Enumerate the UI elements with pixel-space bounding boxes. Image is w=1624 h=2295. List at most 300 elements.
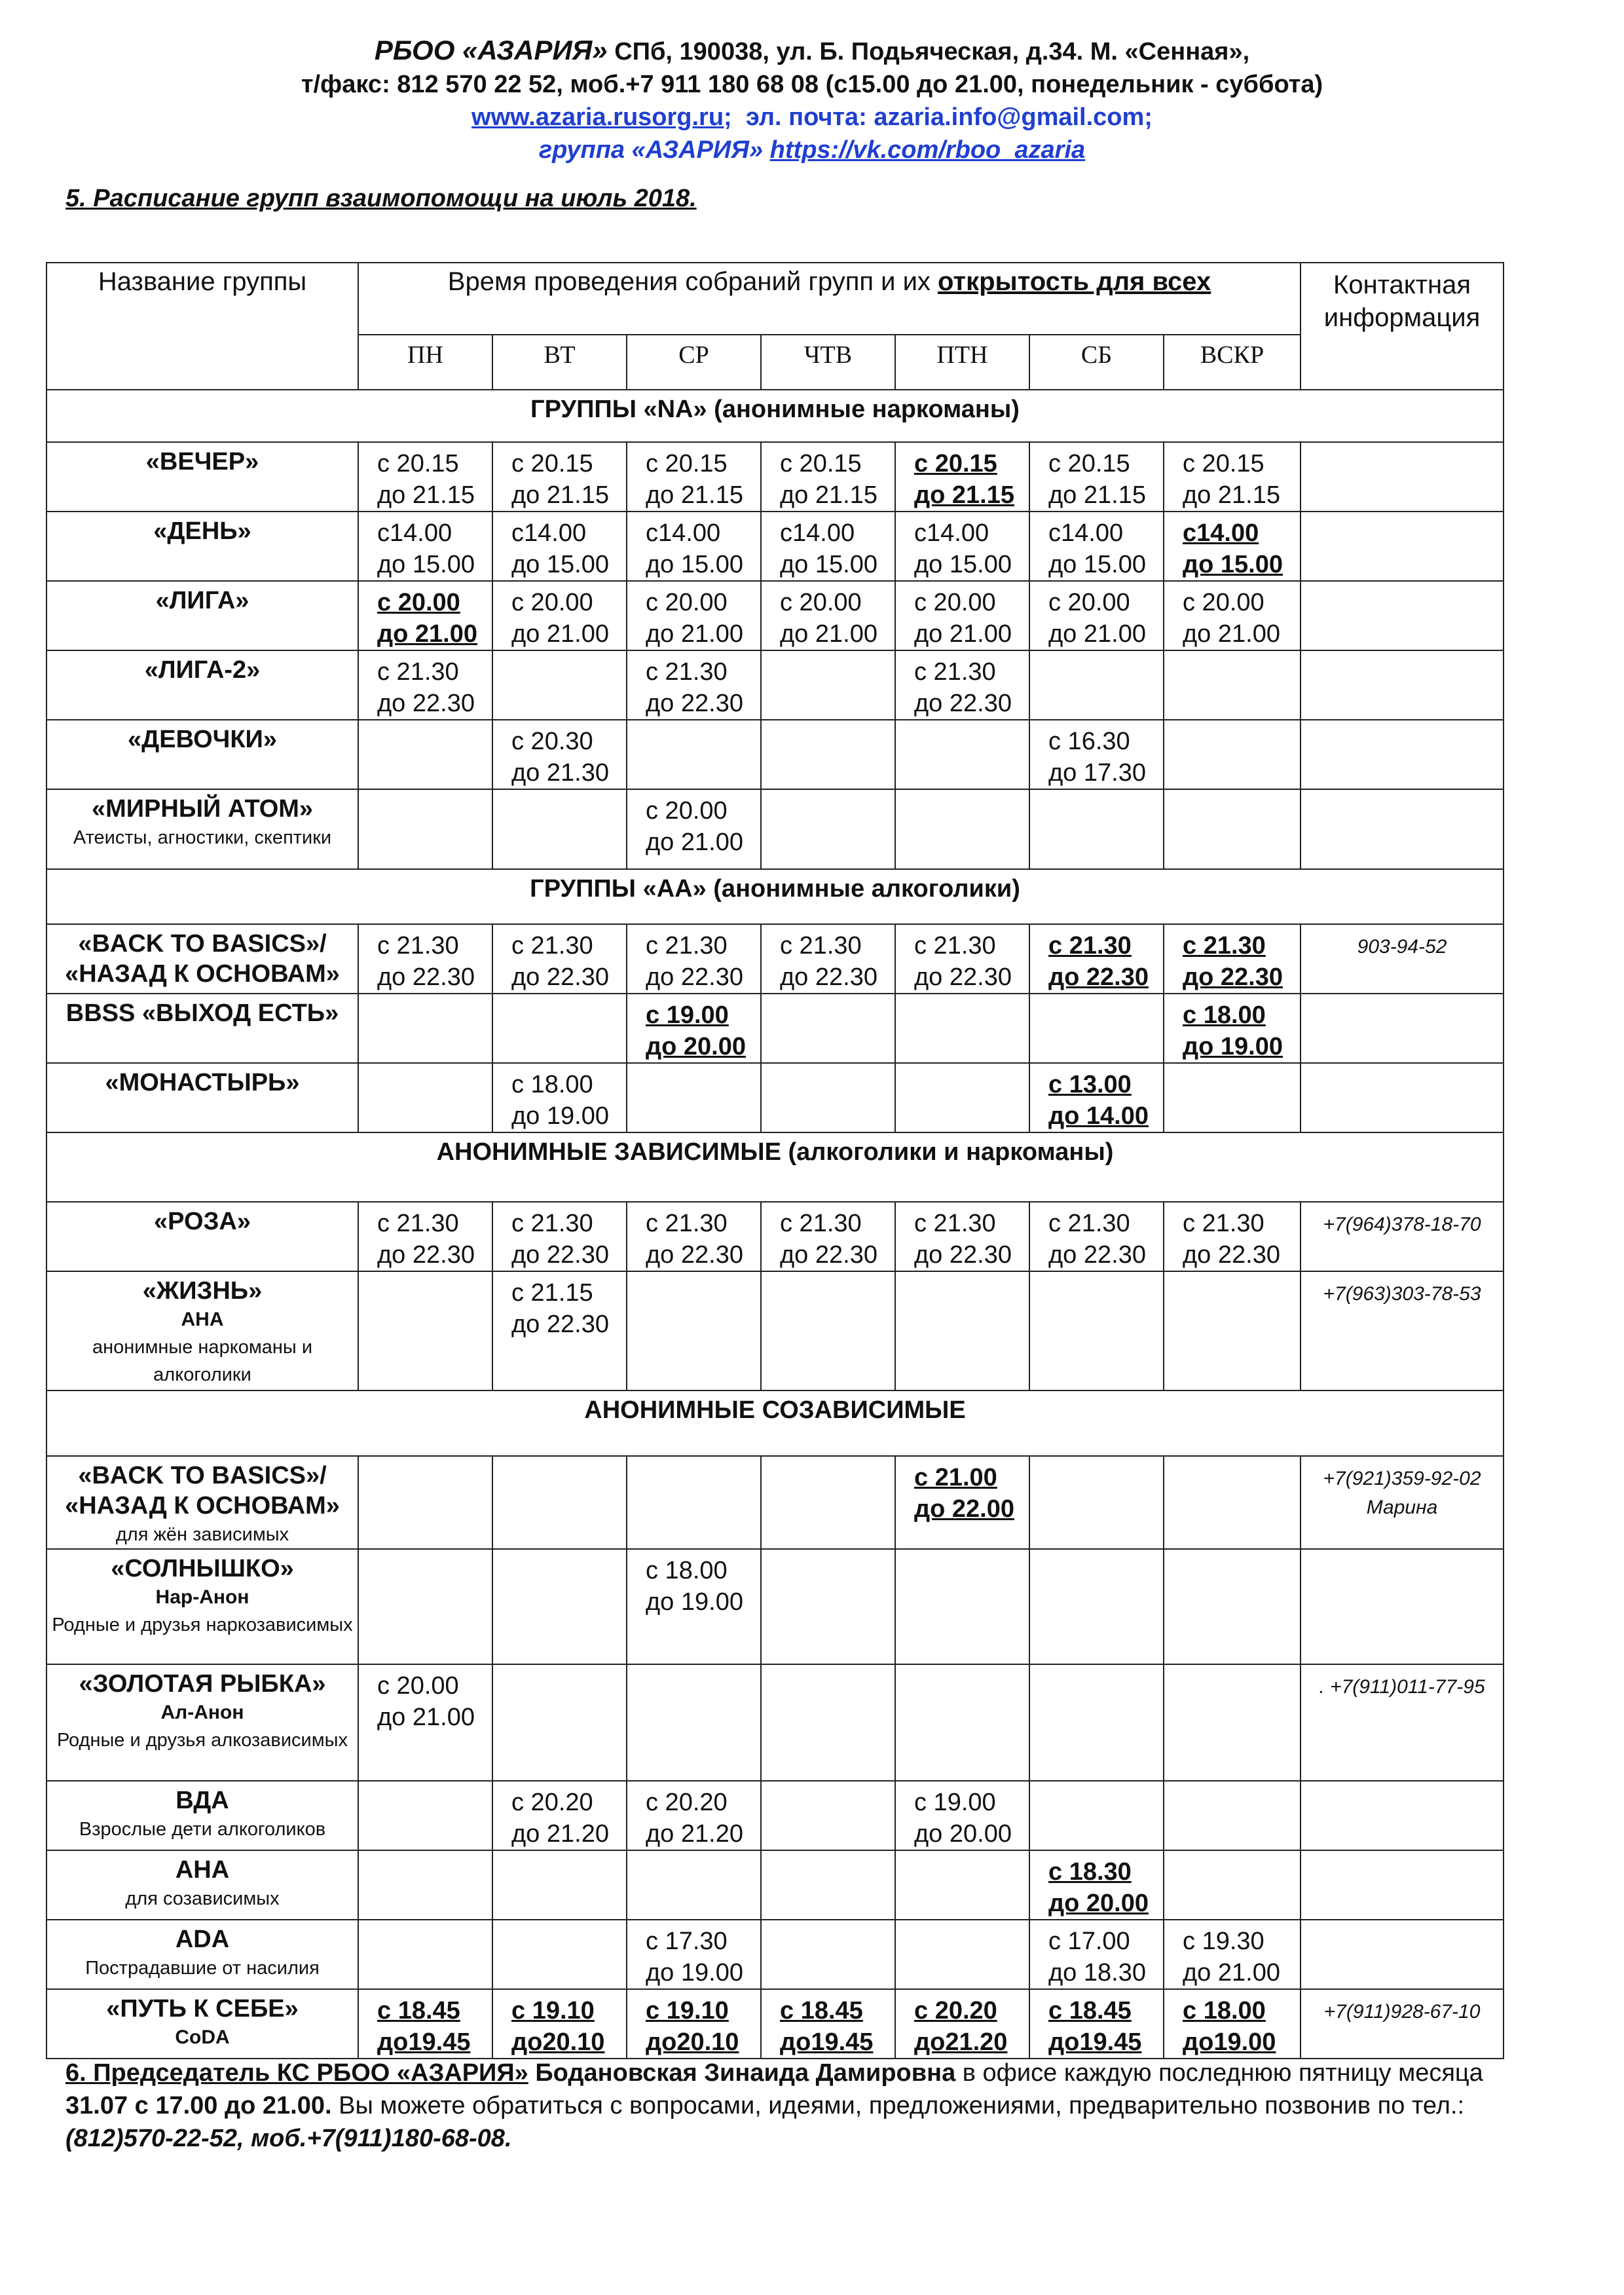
footer-lead: 6. Председатель КС РБОО «АЗАРИЯ» <box>65 2059 528 2087</box>
time-cell <box>358 1271 492 1390</box>
time-to-text: до 22.30 <box>1048 963 1149 991</box>
time-to: до 15.00 <box>377 551 475 578</box>
time-to <box>1183 961 1300 993</box>
time-from: с 21.30 <box>511 1210 593 1237</box>
time-from <box>1048 930 1163 961</box>
time-cell <box>895 1271 1029 1390</box>
time-to-text: до 15.00 <box>1183 551 1283 578</box>
time-cell <box>492 1456 627 1549</box>
time-from: с 21.30 <box>914 1210 996 1237</box>
group-name: «ПУТЬ К СЕБЕ» <box>106 1995 299 2023</box>
time-from: с14.00 <box>377 519 452 547</box>
group-name: «МОНАСТЫРЬ» <box>105 1069 300 1096</box>
time-to: до 19.00 <box>511 1102 609 1130</box>
group-name-cell <box>46 1664 358 1781</box>
time-from-text: с 13.00 <box>1048 1071 1132 1098</box>
time-to: до 21.00 <box>1048 620 1146 648</box>
time-to: до 22.30 <box>780 1241 877 1269</box>
time-from <box>377 1995 492 2026</box>
time-from: с 21.30 <box>646 932 728 960</box>
time-cell <box>492 1549 627 1664</box>
time-cell <box>492 1781 627 1850</box>
section-row <box>46 1390 1504 1456</box>
time-cell <box>358 1850 492 1920</box>
time-cell <box>627 581 761 650</box>
time-cell <box>895 924 1029 994</box>
group-program: АНА <box>181 1309 224 1330</box>
table-row <box>46 1456 1504 1549</box>
group-name-cell <box>46 1202 358 1271</box>
time-from: с 21.30 <box>511 932 593 960</box>
org-line <box>0 34 1624 68</box>
header-time <box>358 263 1301 335</box>
time-cell <box>1029 581 1164 650</box>
time-from-text: с 18.30 <box>1048 1858 1132 1886</box>
time-to: до 21.00 <box>1183 620 1280 648</box>
time-to: до 22.30 <box>1048 1241 1146 1269</box>
contact-cell <box>1301 442 1504 512</box>
time-from: с14.00 <box>511 519 587 547</box>
time-to: до 15.00 <box>780 551 877 578</box>
time-from: с 20.00 <box>646 589 728 616</box>
time-to <box>1048 961 1163 993</box>
time-cell <box>627 1063 761 1132</box>
time-from <box>780 1995 895 2026</box>
group-name-cell <box>46 512 358 581</box>
time-to: до 19.00 <box>646 1588 743 1616</box>
site-link[interactable]: www.azaria.rusorg.ru; <box>471 103 732 131</box>
time-from <box>377 587 492 618</box>
time-to <box>1183 1031 1300 1062</box>
time-to: до 21.00 <box>780 620 877 648</box>
org-phones: т/факс: 812 570 22 52, моб.+7 911 180 68 08 (с15.00 до 21.00, понедельник - суббота) <box>301 71 1323 98</box>
time-to: до 19.00 <box>646 1959 743 1987</box>
day-header: СБ <box>1029 335 1164 390</box>
time-cell <box>358 994 492 1063</box>
time-from: с 20.15 <box>511 450 593 477</box>
time-to: до 21.15 <box>1048 481 1146 509</box>
time-to-text: до 19.00 <box>1183 1033 1283 1060</box>
time-cell <box>492 1989 627 2059</box>
time-cell <box>492 1271 627 1390</box>
header-contact <box>1301 263 1504 390</box>
time-to: до 21.20 <box>646 1820 743 1848</box>
group-name-cell <box>46 1920 358 1989</box>
time-cell <box>492 581 627 650</box>
time-to <box>914 2026 1029 2058</box>
time-cell <box>1029 442 1164 512</box>
time-from-text: с 20.00 <box>377 589 460 616</box>
time-cell <box>1029 1920 1164 1989</box>
day-header: СР <box>627 335 761 390</box>
time-to: до 22.30 <box>511 1241 609 1269</box>
time-cell <box>358 1781 492 1850</box>
time-to <box>646 1031 760 1062</box>
time-cell <box>627 1781 761 1850</box>
time-to: до 22.30 <box>511 1311 609 1338</box>
time-cell <box>761 1920 895 1989</box>
group-name-cell <box>46 581 358 650</box>
time-to-text: до19.00 <box>1183 2028 1276 2056</box>
time-cell <box>1164 924 1301 994</box>
time-cell <box>358 720 492 789</box>
group-name: «СОЛНЫШКО» <box>111 1555 294 1582</box>
email-text[interactable]: эл. почта: azaria.info@gmail.com; <box>745 103 1153 131</box>
time-cell <box>895 442 1029 512</box>
org-address: СПб, 190038, ул. Б. Подьяческая, д.34. М. «Сенная», <box>607 38 1250 65</box>
time-to: до 15.00 <box>914 551 1012 578</box>
footer-paragraph <box>65 2057 1532 2155</box>
time-from: с 20.30 <box>511 728 593 755</box>
group-name: ADA <box>175 1926 230 1953</box>
group-description: для жён зависимых <box>115 1524 289 1545</box>
time-from-text: с14.00 <box>1183 519 1259 547</box>
time-cell <box>1164 789 1301 869</box>
table-row <box>46 581 1504 650</box>
letterhead <box>0 34 1624 166</box>
time-cell <box>627 1920 761 1989</box>
time-to-text: до19.45 <box>780 2028 874 2056</box>
time-cell <box>1164 442 1301 512</box>
time-cell <box>1029 512 1164 581</box>
group-name: «ДЕВОЧКИ» <box>128 726 277 753</box>
table-row <box>46 512 1504 581</box>
time-cell <box>627 924 761 994</box>
time-to <box>1048 1888 1163 1919</box>
table-row <box>46 1920 1504 1989</box>
header-contact-line1: Контактная <box>1333 271 1471 299</box>
time-cell <box>492 442 627 512</box>
time-to: до 15.00 <box>1048 551 1146 578</box>
group-program: Ал-Анон <box>160 1702 244 1723</box>
time-to: до 21.15 <box>511 481 609 509</box>
table-row <box>46 720 1504 789</box>
time-cell <box>895 1456 1029 1549</box>
contact-cell <box>1301 720 1504 789</box>
time-to: до 22.30 <box>914 1241 1012 1269</box>
time-from: с14.00 <box>780 519 855 547</box>
contact-cell <box>1301 512 1504 581</box>
time-cell <box>1029 1202 1164 1271</box>
group-name-cell <box>46 1781 358 1850</box>
group-name-cell <box>46 442 358 512</box>
group-name-cell <box>46 1989 358 2059</box>
time-cell <box>358 1989 492 2059</box>
time-cell <box>761 720 895 789</box>
group-description: Пострадавшие от насилия <box>85 1958 320 1979</box>
time-to-text: до 20.00 <box>646 1033 746 1060</box>
time-to <box>1048 2026 1163 2058</box>
time-cell <box>492 994 627 1063</box>
time-to: до 22.30 <box>914 963 1012 991</box>
time-from-text: с 19.10 <box>511 1997 595 2024</box>
contact-cell <box>1301 1549 1504 1664</box>
table-row <box>46 1850 1504 1920</box>
time-cell <box>358 1456 492 1549</box>
section-row <box>46 869 1504 924</box>
contact-cell: . +7(911)011-77-95 <box>1301 1664 1504 1781</box>
time-from-text: с 18.45 <box>780 1997 863 2024</box>
header-group-name: Название группы <box>46 263 358 390</box>
time-cell <box>1029 650 1164 720</box>
group-name-cell <box>46 789 358 869</box>
time-cell <box>895 789 1029 869</box>
time-from: с 20.00 <box>646 797 728 825</box>
time-cell <box>492 1920 627 1989</box>
footer-text-2: Вы можете обратиться с вопросами, идеями, предложениями, предварительно позвонив по тел.: <box>331 2092 1465 2119</box>
group-name: BBSS «ВЫХОД ЕСТЬ» <box>65 999 339 1027</box>
table-row <box>46 1549 1504 1664</box>
time-cell <box>1164 1456 1301 1549</box>
time-cell <box>627 1850 761 1920</box>
time-cell <box>895 1664 1029 1781</box>
time-from: с 16.30 <box>1048 728 1130 755</box>
time-cell <box>1164 720 1301 789</box>
section-row <box>46 1132 1504 1202</box>
time-cell <box>1029 1271 1164 1390</box>
group-name-cell <box>46 1063 358 1132</box>
time-to: до 21.20 <box>511 1820 609 1848</box>
time-to <box>377 618 492 650</box>
time-cell <box>761 789 895 869</box>
time-to-text: до21.20 <box>914 2028 1008 2056</box>
time-from <box>1048 1069 1163 1100</box>
time-from: с 21.30 <box>377 932 459 960</box>
group-description: для созависимых <box>125 1888 280 1909</box>
time-to-text: до 22.00 <box>914 1495 1014 1523</box>
time-to: до 21.00 <box>646 620 743 648</box>
time-cell <box>492 720 627 789</box>
time-cell <box>1164 650 1301 720</box>
contact-cell: +7(921)359-92-02 Марина <box>1301 1456 1504 1549</box>
day-header: ПН <box>358 335 492 390</box>
time-cell <box>1029 1063 1164 1132</box>
time-to-text: до 21.00 <box>377 620 477 648</box>
time-from-text: с 21.00 <box>914 1464 997 1491</box>
time-cell <box>627 720 761 789</box>
time-cell <box>358 1063 492 1132</box>
day-header: ВСКР <box>1164 335 1301 390</box>
time-cell <box>358 512 492 581</box>
group-description: Атеисты, агностики, скептики <box>73 827 332 848</box>
time-to-text: до19.45 <box>377 2028 471 2056</box>
time-from: с 19.30 <box>1183 1928 1264 1955</box>
time-to <box>511 2026 626 2058</box>
org-name: РБОО «АЗАРИЯ» <box>374 35 608 65</box>
time-cell <box>627 1664 761 1781</box>
time-cell <box>895 1202 1029 1271</box>
time-from-text: с 19.00 <box>646 1001 729 1029</box>
time-from: с 18.00 <box>511 1071 593 1098</box>
time-from: с 20.15 <box>780 450 862 477</box>
header-time-prefix: Время проведения собраний групп и их <box>447 267 938 296</box>
time-to: до 22.30 <box>646 690 743 717</box>
group-name: «МИРНЫЙ АТОМ» <box>91 795 314 823</box>
contact-cell: +7(911)928-67-10 <box>1301 1989 1504 2059</box>
org-vk-line <box>0 134 1624 166</box>
time-cell <box>627 512 761 581</box>
time-from: с 20.00 <box>914 589 996 616</box>
time-cell <box>1164 512 1301 581</box>
vk-group-label: группа «АЗАРИЯ» <box>538 136 764 164</box>
time-to <box>914 479 1029 511</box>
time-to: до 21.30 <box>511 759 609 787</box>
time-to <box>1183 2026 1300 2058</box>
time-from: с 20.00 <box>377 1672 459 1700</box>
time-cell <box>761 924 895 994</box>
time-from: с 18.00 <box>646 1557 728 1584</box>
time-from: с14.00 <box>1048 519 1124 547</box>
time-to: до 21.15 <box>646 481 743 509</box>
contact-cell <box>1301 650 1504 720</box>
table-row <box>46 1989 1504 2059</box>
time-to: до 15.00 <box>646 551 743 578</box>
group-name: «ДЕНЬ» <box>153 517 251 545</box>
time-from: с 17.30 <box>646 1928 728 1955</box>
time-from-text: с 20.20 <box>914 1997 997 2024</box>
table-row <box>46 789 1504 869</box>
contact-cell <box>1301 1063 1504 1132</box>
time-to: до 22.30 <box>377 963 475 991</box>
time-to: до 22.30 <box>646 1241 743 1269</box>
time-from: с 20.20 <box>511 1789 593 1816</box>
time-cell <box>1164 1781 1301 1850</box>
time-from: с 20.15 <box>377 450 459 477</box>
time-from-text: с 18.45 <box>377 1997 460 2024</box>
group-name-cell <box>46 720 358 789</box>
time-from: с 17.00 <box>1048 1928 1130 1955</box>
time-from: с 20.15 <box>1183 450 1264 477</box>
time-to <box>646 2026 760 2058</box>
time-from <box>1183 930 1300 961</box>
time-cell <box>761 1549 895 1664</box>
time-cell <box>895 720 1029 789</box>
time-cell <box>1029 1850 1164 1920</box>
org-web-line <box>0 101 1624 134</box>
time-cell <box>1164 1271 1301 1390</box>
time-from <box>914 1462 1029 1493</box>
time-from-text: с 21.30 <box>1048 932 1132 960</box>
vk-group-link[interactable]: https://vk.com/rboo_azaria <box>769 136 1086 164</box>
group-description: анонимные наркоманы и алкоголики <box>92 1337 313 1385</box>
time-cell <box>761 1456 895 1549</box>
time-cell <box>1029 1664 1164 1781</box>
time-cell <box>1029 1549 1164 1664</box>
time-from: с 20.00 <box>511 589 593 616</box>
section-title: АНОНИМНЫЕ СОЗАВИСИМЫЕ <box>46 1390 1504 1456</box>
time-from: с 21.30 <box>646 1210 728 1237</box>
time-cell <box>1164 1920 1301 1989</box>
time-cell <box>627 1456 761 1549</box>
time-cell <box>1164 1850 1301 1920</box>
header-contact-line2: информация <box>1323 303 1481 332</box>
time-cell <box>1164 1202 1301 1271</box>
section-5-title: 5. Расписание групп взаимопомощи на июль 2018. <box>65 185 697 212</box>
time-cell <box>761 581 895 650</box>
time-cell <box>761 1781 895 1850</box>
time-cell <box>627 1202 761 1271</box>
time-to: до 22.30 <box>1183 1241 1280 1269</box>
table-row <box>46 924 1504 994</box>
time-cell <box>761 1063 895 1132</box>
group-name: «ВЕЧЕР» <box>145 448 259 476</box>
time-from: с 20.15 <box>646 450 728 477</box>
time-cell <box>761 1664 895 1781</box>
time-from <box>914 448 1029 479</box>
time-from <box>1183 517 1300 549</box>
group-name: «ЛИГА» <box>155 587 249 614</box>
time-cell <box>1029 924 1164 994</box>
time-cell <box>1164 581 1301 650</box>
time-to-text: до 14.00 <box>1048 1102 1149 1130</box>
group-name-cell <box>46 994 358 1063</box>
group-name-cell <box>46 1271 358 1390</box>
table-row <box>46 442 1504 512</box>
time-cell <box>492 1063 627 1132</box>
time-cell <box>358 789 492 869</box>
group-name: «BACK TO BASICS»/ «НАЗАД К ОСНОВАМ» <box>65 930 340 988</box>
time-from: с 21.30 <box>780 1210 862 1237</box>
time-cell <box>895 512 1029 581</box>
time-cell <box>895 1920 1029 1989</box>
time-to-text: до 20.00 <box>1048 1890 1149 1917</box>
time-to-text: до19.45 <box>1048 2028 1142 2056</box>
time-cell <box>492 1850 627 1920</box>
time-cell <box>492 1202 627 1271</box>
section-title: АНОНИМНЫЕ ЗАВИСИМЫЕ (алкоголики и наркоманы) <box>46 1132 1504 1202</box>
group-name: ВДА <box>175 1787 229 1814</box>
time-cell <box>1029 994 1164 1063</box>
time-cell <box>627 1989 761 2059</box>
time-to <box>1048 1100 1163 1132</box>
time-from: с14.00 <box>914 519 989 547</box>
footer-phone: (812)570-22-52, моб.+7(911)180-68-08. <box>65 2125 512 2152</box>
contact-cell: 903-94-52 <box>1301 924 1504 994</box>
group-name: «ЖИЗНЬ» <box>142 1277 263 1305</box>
time-cell <box>1164 994 1301 1063</box>
time-cell <box>627 1271 761 1390</box>
time-from: с 21.30 <box>646 658 728 686</box>
time-from <box>1183 999 1300 1031</box>
group-name: «РОЗА» <box>154 1208 251 1235</box>
time-from <box>1183 1995 1300 2026</box>
time-cell <box>761 1850 895 1920</box>
time-from-text: с 19.10 <box>646 1997 729 2024</box>
time-to: до 22.30 <box>377 1241 475 1269</box>
time-from: с 20.00 <box>780 589 862 616</box>
table-row <box>46 994 1504 1063</box>
group-program: Нар-Анон <box>155 1586 249 1608</box>
contact-cell <box>1301 581 1504 650</box>
time-from-text: с 18.00 <box>1183 1001 1266 1029</box>
time-cell <box>1029 789 1164 869</box>
time-cell <box>761 650 895 720</box>
time-from-text: с 18.45 <box>1048 1997 1132 2024</box>
time-cell <box>895 1989 1029 2059</box>
time-cell <box>761 442 895 512</box>
footer-chairman-name: Бодановская Зинаида Дамировна <box>528 2059 956 2087</box>
section-title: ГРУППЫ «АА» (анонимные алкоголики) <box>46 869 1504 924</box>
time-to <box>377 2026 492 2058</box>
time-cell <box>492 650 627 720</box>
time-from: с 21.30 <box>780 932 862 960</box>
group-description: Взрослые дети алкоголиков <box>79 1819 326 1840</box>
table-row <box>46 650 1504 720</box>
header-time-emph: открытость для всех <box>938 267 1211 296</box>
group-name-cell <box>46 1456 358 1549</box>
time-cell <box>1029 1456 1164 1549</box>
group-name-cell <box>46 1850 358 1920</box>
